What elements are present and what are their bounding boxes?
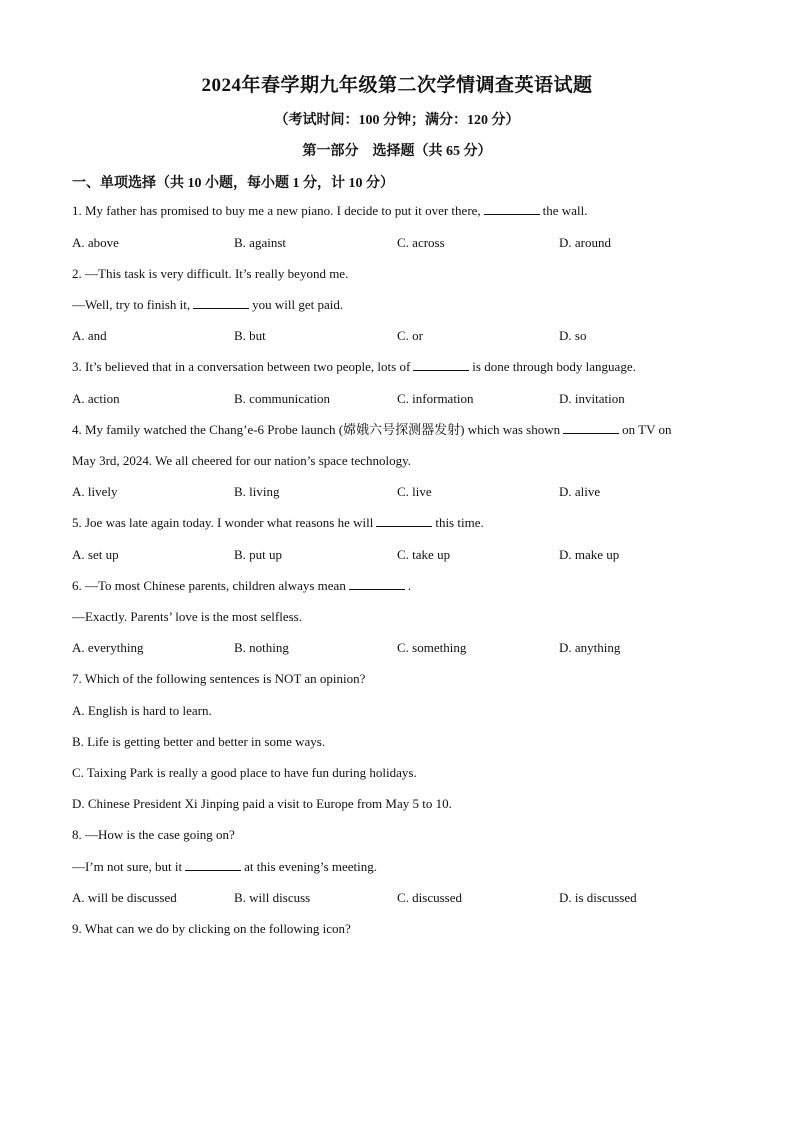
question-4-stem	[72, 420, 722, 440]
q4-option-d: D. alive	[559, 484, 601, 499]
q5-option-b: B. put up	[234, 547, 283, 562]
q6-option-c: C. something	[397, 640, 467, 655]
answer-blank	[413, 358, 469, 371]
q5-option-c: C. take up	[397, 547, 451, 562]
q5-option-d: D. make up	[559, 547, 620, 562]
q3-option-b: B. communication	[234, 391, 331, 406]
q2-option-a: A. and	[72, 328, 107, 343]
answer-blank	[193, 296, 249, 309]
answer-blank	[563, 421, 619, 434]
question-3-text-b: is done through body language.	[472, 359, 636, 374]
answer-blank	[185, 858, 241, 871]
question-4-text-b: on TV on	[622, 422, 672, 437]
answer-blank	[349, 577, 405, 590]
question-9-stem: 9. What can we do by clicking on the following icon?	[72, 921, 351, 936]
q7-option-a: A. English is hard to learn.	[72, 703, 212, 718]
question-5-text-b: this time.	[435, 515, 484, 530]
question-2-line-2	[72, 295, 722, 315]
question-5-text-a: 5. Joe was late again today. I wonder what reasons he will	[72, 515, 374, 530]
question-4-line-2: May 3rd, 2024. We all cheered for our nation’s space technology.	[72, 453, 412, 468]
question-2-text-a: —Well, try to finish it,	[72, 297, 191, 312]
exam-title: 2024年春学期九年级第二次学情调查英语试题	[201, 75, 593, 96]
q1-option-b: B. against	[234, 235, 286, 250]
q2-option-c: C. or	[397, 328, 423, 343]
q7-option-c: C. Taixing Park is really a good place to have fun during holidays.	[72, 765, 417, 780]
question-3-text-a: 3. It’s believed that in a conversation between two people, lots of	[72, 359, 411, 374]
question-1-text-a: 1. My father has promised to buy me a new piano. I decide to put it over there,	[72, 203, 481, 218]
q8-option-a: A. will be discussed	[72, 890, 177, 905]
question-6-text-a: 6. —To most Chinese parents, children always mean	[72, 578, 346, 593]
question-7-stem: 7. Which of the following sentences is NOT an opinion?	[72, 671, 366, 686]
q6-option-a: A. everything	[72, 640, 144, 655]
question-1-text-b: the wall.	[542, 203, 588, 218]
q2-option-b: B. but	[234, 328, 266, 343]
q7-option-b: B. Life is getting better and better in some ways.	[72, 734, 326, 749]
q5-option-a: A. set up	[72, 547, 119, 562]
question-8-line-1: 8. —How is the case going on?	[72, 827, 235, 842]
question-1-stem	[72, 201, 722, 221]
q3-option-c: C. information	[397, 391, 474, 406]
exam-subtitle: （考试时间：100 分钟；满分：120 分）	[274, 113, 520, 128]
q3-option-d: D. invitation	[559, 391, 625, 406]
question-2-text-b: you will get paid.	[252, 297, 344, 312]
q1-option-c: C. across	[397, 235, 445, 250]
q8-option-b: B. will discuss	[234, 890, 311, 905]
question-8-text-a: —I’m not sure, but it	[72, 859, 183, 874]
q7-option-d: D. Chinese President Xi Jinping paid a visit to Europe from May 5 to 10.	[72, 796, 452, 811]
q8-option-c: C. discussed	[397, 890, 462, 905]
q8-option-d: D. is discussed	[559, 890, 637, 905]
question-8-text-b: at this evening’s meeting.	[244, 859, 378, 874]
question-2-line-1: 2. —This task is very difficult. It’s really beyond me.	[72, 266, 349, 281]
question-4-text-a: 4. My family watched the Chang’e-6 Probe launch (嫦娥六号探测器发射) which was shown	[72, 422, 561, 437]
question-6-text-b: .	[407, 578, 412, 593]
answer-blank	[484, 202, 540, 215]
question-5-stem	[72, 513, 722, 533]
q2-option-d: D. so	[559, 328, 587, 343]
section-heading: 一、单项选择（共 10 小题，每小题 1 分，计 10 分）	[72, 176, 394, 191]
q3-option-a: A. action	[72, 391, 120, 406]
part-heading: 第一部分 选择题（共 65 分）	[302, 144, 492, 159]
answer-blank	[376, 514, 432, 527]
q6-option-d: D. anything	[559, 640, 621, 655]
q6-option-b: B. nothing	[234, 640, 289, 655]
q1-option-a: A. above	[72, 235, 119, 250]
q1-option-d: D. around	[559, 235, 611, 250]
q4-option-a: A. lively	[72, 484, 118, 499]
question-8-line-2	[72, 857, 722, 877]
question-6-line-2: —Exactly. Parents’ love is the most selfless.	[72, 609, 302, 624]
question-3-stem	[72, 357, 722, 377]
q4-option-c: C. live	[397, 484, 432, 499]
q4-option-b: B. living	[234, 484, 280, 499]
question-6-line-1	[72, 576, 722, 596]
